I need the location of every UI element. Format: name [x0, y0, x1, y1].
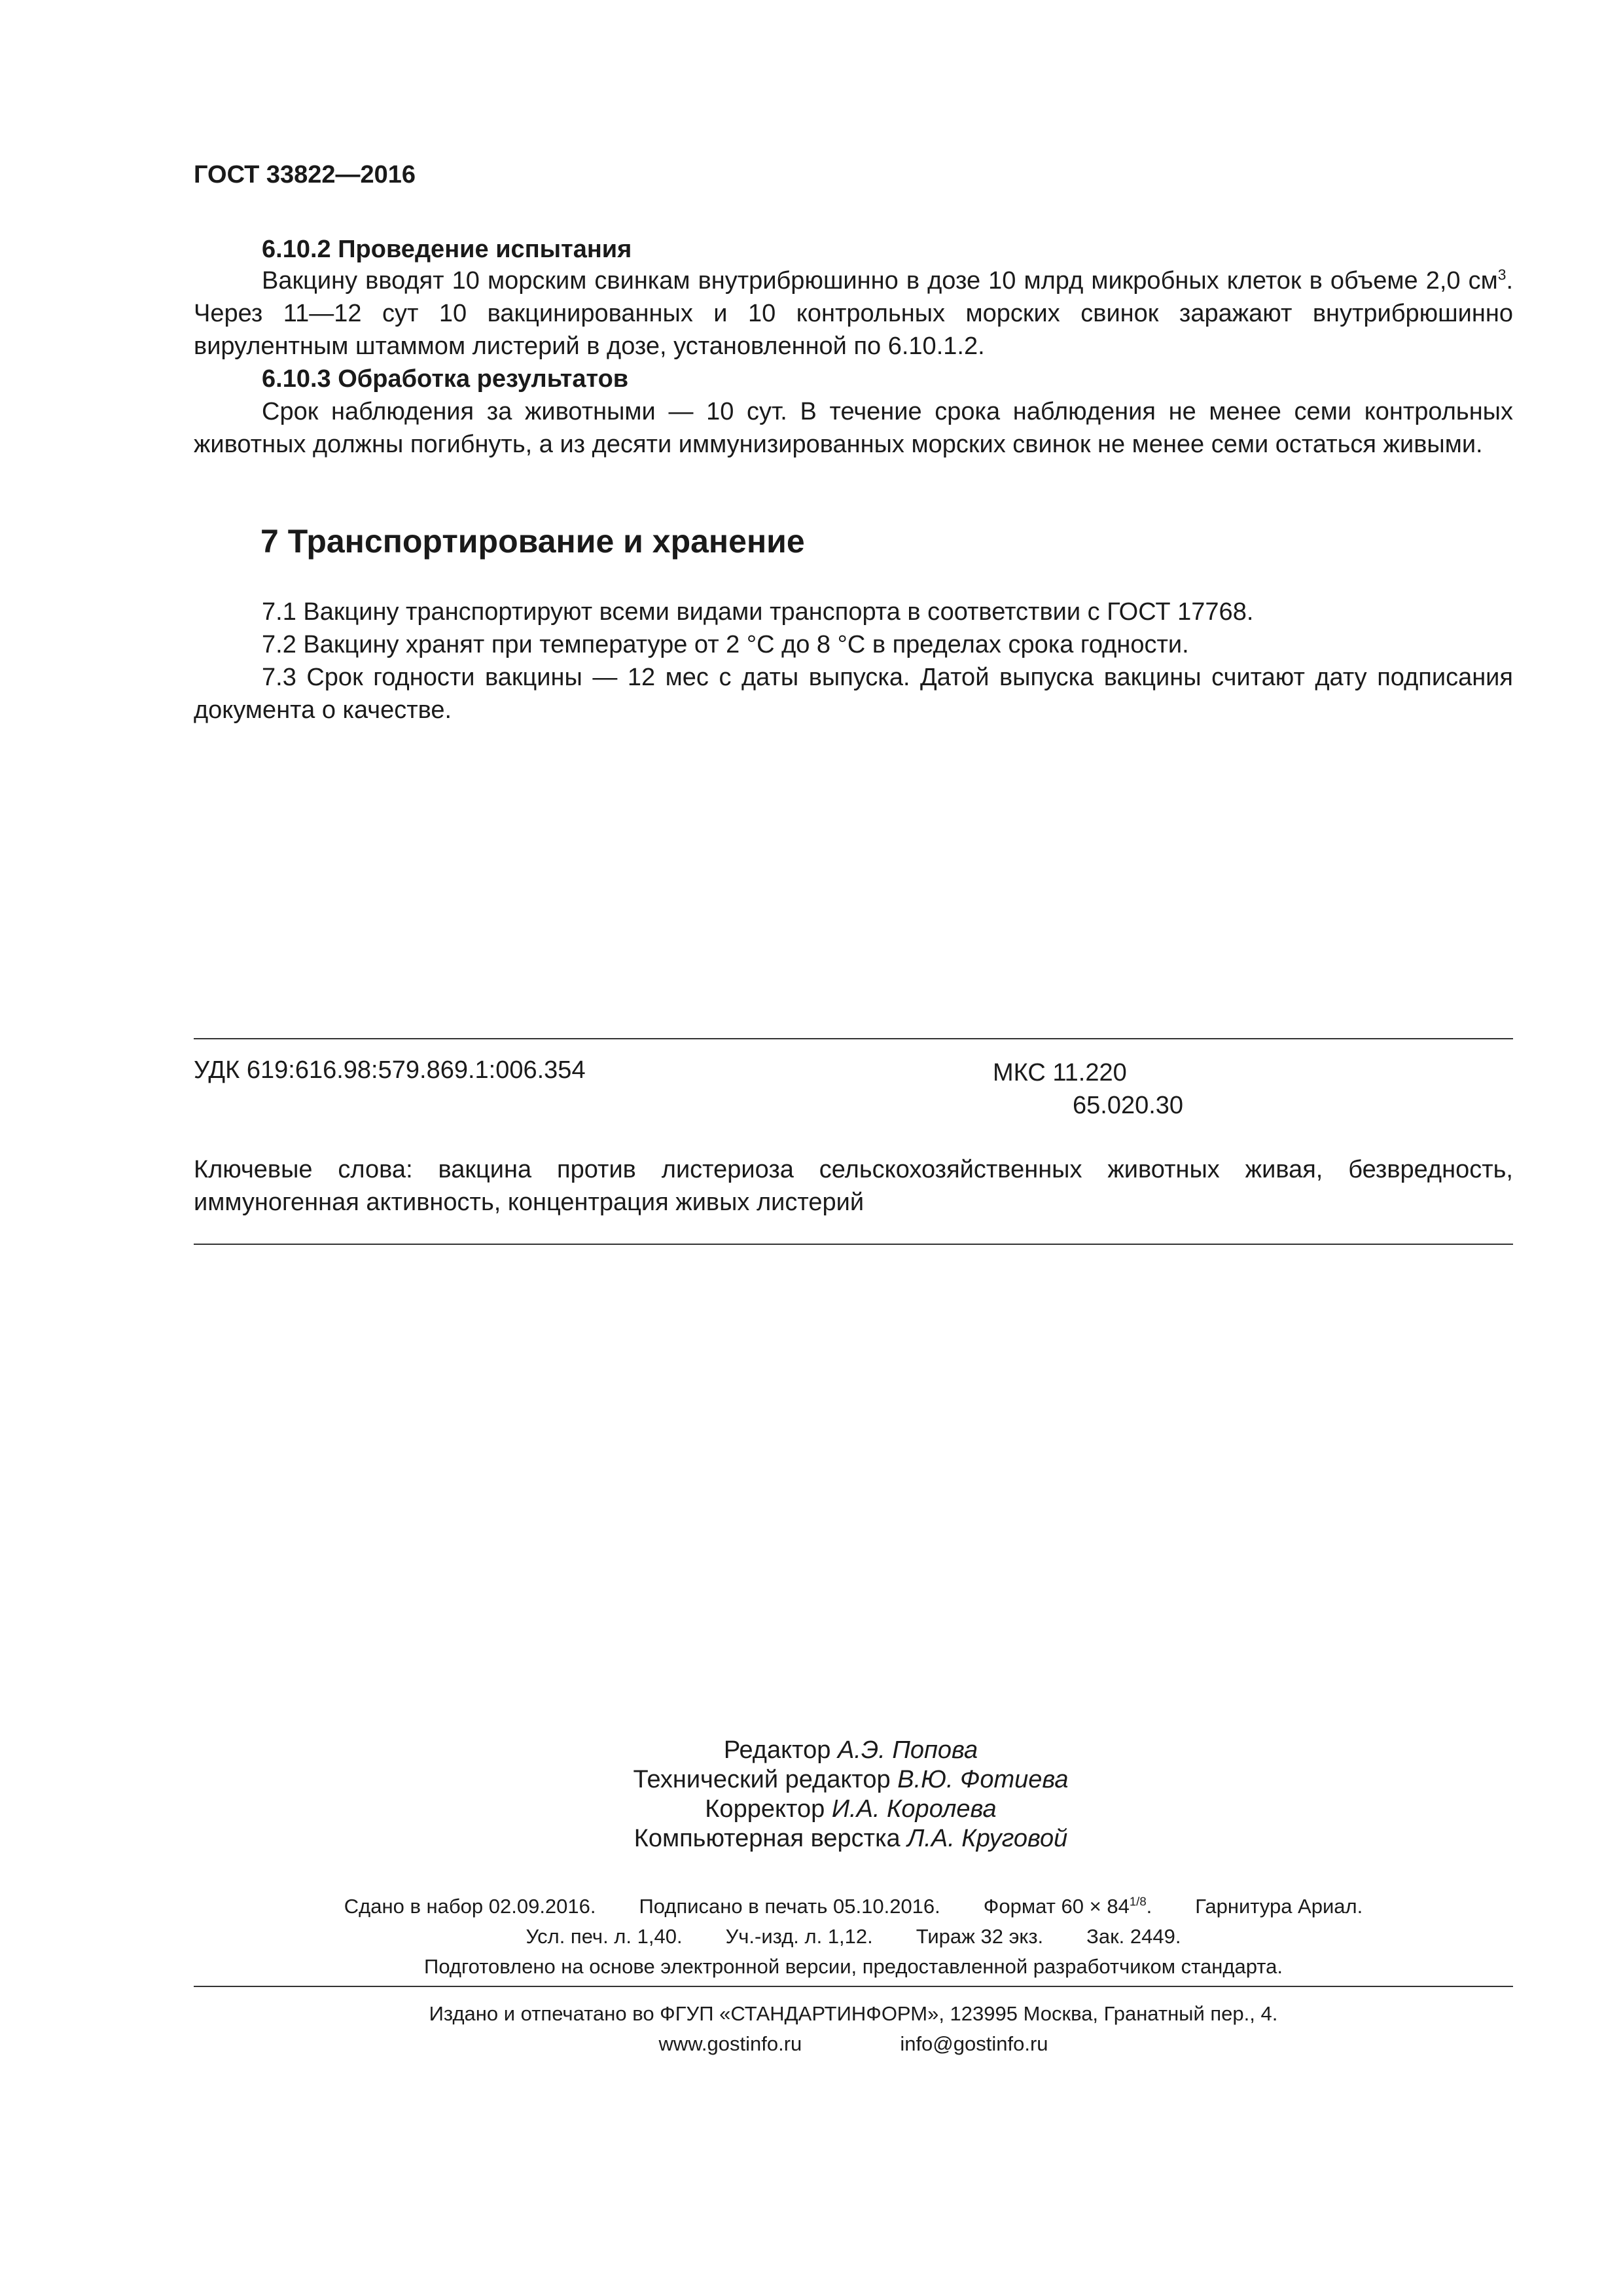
udk-code: УДК 619:616.98:579.869.1:006.354 — [194, 1056, 586, 1084]
credit-editor — [458, 1736, 1243, 1765]
section-6-10-2-text-a: Вакцину вводят 10 морским свинкам внутрибрюшинно в дозе 10 млрд микробных клеток в объеме 2,0 см — [262, 267, 1498, 295]
doc-header: ГОСТ 33822—2016 — [194, 161, 416, 188]
credit-corrector-label: Корректор — [705, 1795, 825, 1823]
credit-tech-editor-label: Технический редактор — [633, 1766, 891, 1793]
credit-tech-editor-name: В.Ю. Фотиева — [897, 1766, 1069, 1793]
section-7-1: 7.1 Вакцину транспортируют всеми видами транспорта в соответствии с ГОСТ 17768. — [262, 598, 1254, 626]
imprint-font: Гарнитура Ариал. — [1195, 1895, 1363, 1918]
divider-middle — [194, 1244, 1513, 1245]
mks-code-1: МКС 11.220 — [993, 1059, 1127, 1086]
imprint-usl: Усл. печ. л. 1,40. — [526, 1925, 683, 1948]
credit-editor-name: А.Э. Попова — [837, 1736, 978, 1764]
imprint-uch: Уч.-изд. л. 1,12. — [725, 1925, 873, 1948]
imprint-zak: Зак. 2449. — [1086, 1925, 1181, 1948]
credit-layout-label: Компьютерная верстка — [633, 1825, 901, 1852]
section-7-2: 7.2 Вакцину хранят при температуре от 2 °С до 8 °С в пределах срока годности. — [262, 631, 1189, 658]
credit-layout — [458, 1824, 1243, 1854]
section-6-10-3-title: 6.10.3 Обработка результатов — [262, 365, 629, 393]
credit-corrector — [458, 1795, 1243, 1824]
section-6-10-2-title: 6.10.2 Проведение испытания — [262, 236, 632, 263]
credit-editor-label: Редактор — [723, 1736, 831, 1764]
section-7-title: 7 Транспортирование и хранение — [260, 523, 805, 560]
imprint-line-1 — [194, 1892, 1513, 1922]
imprint-sent: Сдано в набор 02.09.2016. — [344, 1895, 596, 1918]
imprint-format — [984, 1895, 1152, 1918]
credit-layout-name: Л.А. Круговой — [907, 1825, 1068, 1852]
keywords: Ключевые слова: вакцина против листериоза сельскохозяйственных животных живая, безвредность, иммуногенная активность, концентрация живых листерий — [194, 1156, 1513, 1216]
imprint-format-a: Формат 60 × 84 — [983, 1895, 1130, 1918]
imprint-line-2 — [194, 1922, 1513, 1952]
imprint-signed: Подписано в печать 05.10.2016. — [639, 1895, 940, 1918]
divider-top — [194, 1038, 1513, 1039]
imprint-format-fraction: 1/8 — [1129, 1894, 1147, 1909]
publisher-line: Издано и отпечатано во ФГУП «СТАНДАРТИНФОРМ», 123995 Москва, Гранатный пер., 4. — [429, 2002, 1278, 2025]
mks-code — [993, 1056, 1183, 1122]
imprint-format-b: . — [1146, 1895, 1152, 1918]
imprint-prepared: Подготовлено на основе электронной версии, предоставленной разработчиком стандарта. — [424, 1955, 1283, 1978]
section-6-10-3-text: Срок наблюдения за животными — 10 сут. В течение срока наблюдения не менее семи контрольных животных должны погибнуть, а из десяти иммунизированных морских свинок не менее семи остаться живыми. — [194, 398, 1513, 458]
mks-code-2: 65.020.30 — [1073, 1092, 1184, 1119]
imprint-tirazh: Тираж 32 экз. — [916, 1925, 1044, 1948]
credits — [458, 1736, 1243, 1854]
imprint — [194, 1892, 1513, 1982]
publisher-email-link[interactable]: info@gostinfo.ru — [900, 2032, 1048, 2055]
credit-corrector-name: И.А. Королева — [831, 1795, 997, 1823]
section-7-3: 7.3 Срок годности вакцины — 12 мес с даты выпуска. Датой выпуска вакцины считают дату подписания документа о качестве. — [194, 664, 1513, 724]
section-6-10-2-text — [194, 264, 1513, 363]
superscript-3: 3 — [1497, 266, 1507, 283]
publisher-site-link[interactable]: www.gostinfo.ru — [658, 2032, 802, 2055]
publisher — [194, 1999, 1513, 2059]
section-6-10-2-text-b: . Через 11—12 сут 10 вакцинированных и 10 контрольных морских свинок заражают внутрибрюшинно вирулентным штаммом листерий в дозе, установленной по 6.10.1.2. — [194, 267, 1513, 360]
publisher-contacts — [194, 2029, 1513, 2059]
divider-bottom — [194, 1986, 1513, 1987]
credit-tech-editor — [458, 1765, 1243, 1795]
